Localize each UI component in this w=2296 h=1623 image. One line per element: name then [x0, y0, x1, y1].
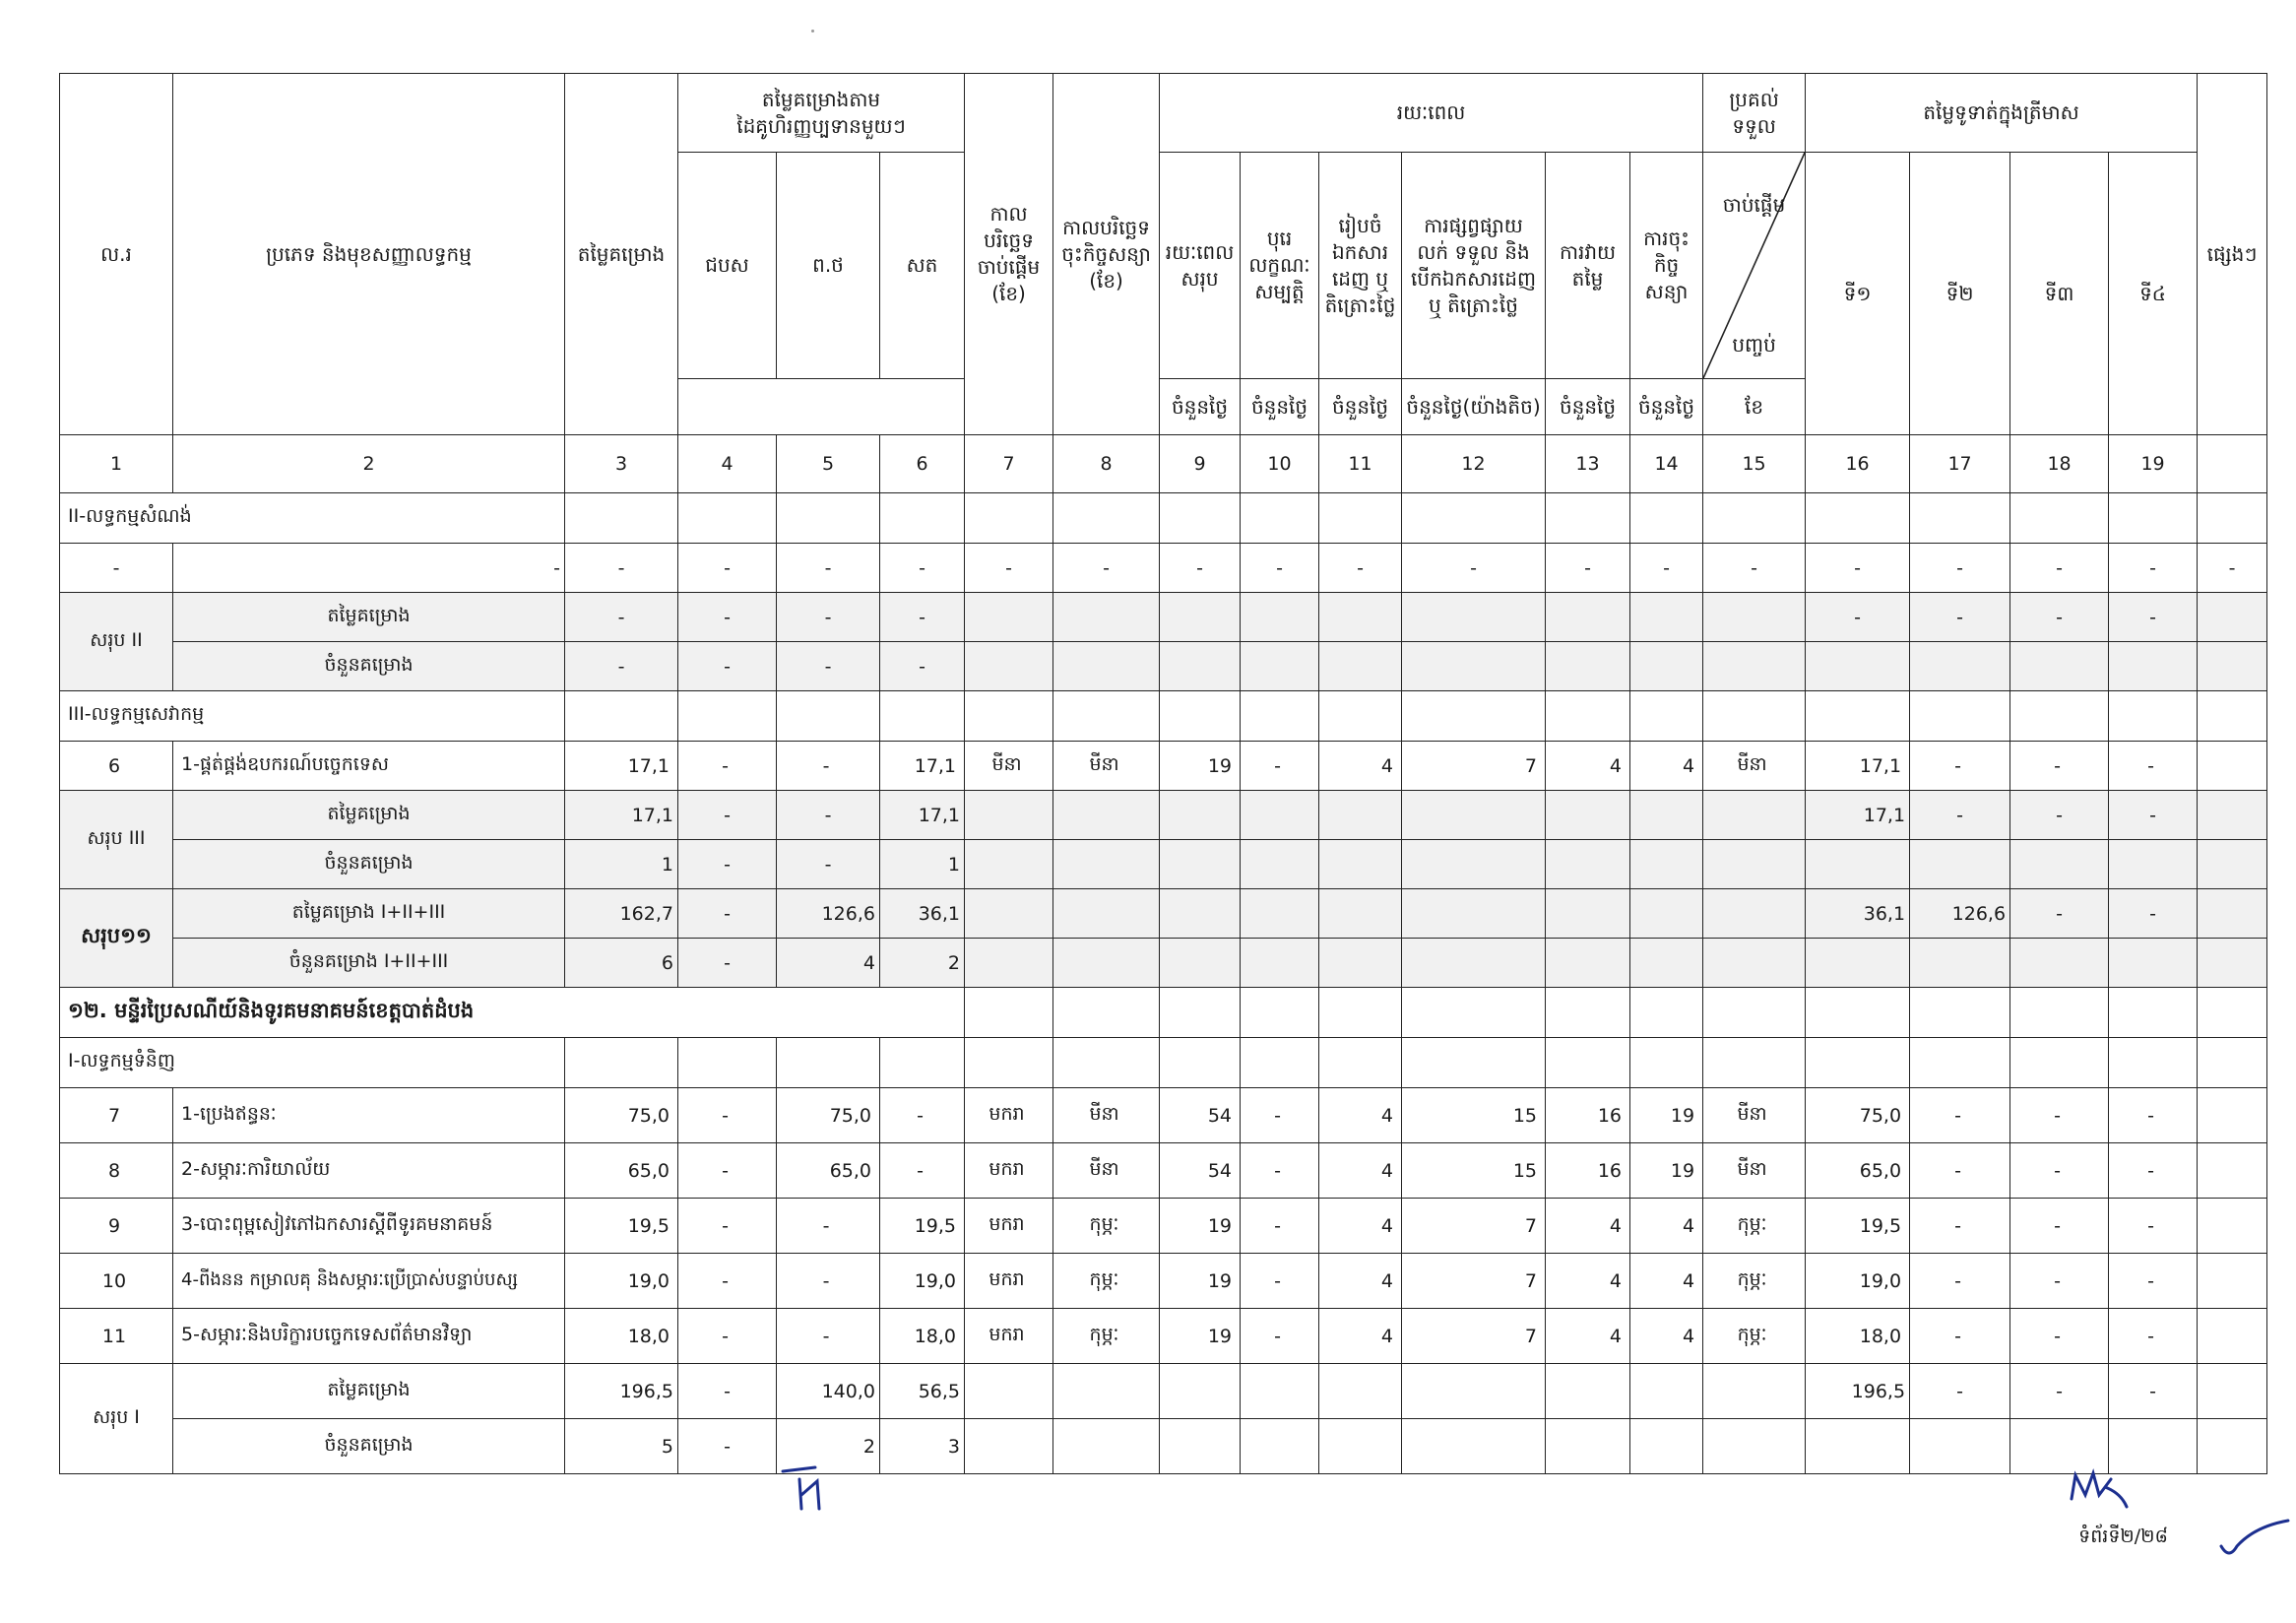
procurement-plan-table — [59, 73, 2267, 1474]
cell: មករា — [965, 1254, 1053, 1309]
cell: - — [2109, 791, 2198, 840]
row-name: 5-សម្ភារៈនិងបរិក្ខារបច្ចេកទេសព័ត៌មានវិទ្យា — [173, 1309, 565, 1364]
cell: 19 — [1160, 1254, 1241, 1309]
cell: - — [678, 840, 777, 889]
quarter-4-header: ទី៤ — [2109, 153, 2198, 435]
col-num: 7 — [965, 435, 1053, 493]
cell: - — [965, 544, 1053, 593]
cell: មករា — [965, 1088, 1053, 1143]
row-name: 1-ផ្គត់ផ្គង់ឧបករណ៍បច្ចេកទេស — [173, 742, 565, 791]
funding-group-header: តម្លៃគម្រោងតាម ដៃគូហិរញ្ញប្បទានមួយៗ — [678, 74, 965, 153]
row-no: 6 — [60, 742, 173, 791]
total-count-all-label: ចំនួនគម្រោង I+II+III — [173, 939, 565, 988]
cell: - — [1806, 544, 1910, 593]
cell: 2 — [777, 1419, 880, 1474]
cell: - — [880, 544, 965, 593]
cell: 16 — [1546, 1088, 1630, 1143]
cell: - — [565, 593, 678, 642]
cell: 19 — [1160, 1199, 1241, 1254]
total-est-label: តម្លៃគម្រោង — [173, 593, 565, 642]
delivery-end-label: បញ្ចប់ — [1732, 333, 1776, 357]
cell: 2 — [880, 939, 965, 988]
cell: 4 — [1319, 1254, 1402, 1309]
cell: - — [2010, 1143, 2109, 1199]
cell: - — [777, 642, 880, 691]
delivery-header: ប្រគល់ ទទួល — [1703, 74, 1806, 153]
col-num: 8 — [1053, 435, 1160, 493]
column-number-row — [60, 435, 2267, 493]
cell: - — [678, 939, 777, 988]
cell: - — [1546, 544, 1630, 593]
cell: 1 — [880, 840, 965, 889]
cell: 196,5 — [565, 1364, 678, 1419]
cell: 4 — [1546, 1199, 1630, 1254]
cell: 18,0 — [1806, 1309, 1910, 1364]
cell: - — [2010, 742, 2109, 791]
cell: កុម្ភៈ — [1053, 1254, 1160, 1309]
cell: 19 — [1630, 1088, 1703, 1143]
total-all-count-row — [60, 939, 2267, 988]
cell: មករា — [965, 1309, 1053, 1364]
cell: - — [2109, 593, 2198, 642]
cell: - — [880, 1088, 965, 1143]
total-2-est-row — [60, 593, 2267, 642]
unit-days-3: ចំនួនថ្ងៃ — [1319, 379, 1402, 435]
cell: - — [678, 1309, 777, 1364]
cell: - — [1241, 1088, 1319, 1143]
unit-days-2: ចំនួនថ្ងៃ — [1241, 379, 1319, 435]
cell: កុម្ភៈ — [1053, 1199, 1160, 1254]
cell: មករា — [965, 1143, 1053, 1199]
total-2-count-row — [60, 642, 2267, 691]
cell: 19,0 — [880, 1254, 965, 1309]
cell: - — [678, 1143, 777, 1199]
cell: 17,1 — [1806, 742, 1910, 791]
col-num: 18 — [2010, 435, 2109, 493]
section-title: II-លទ្ធកម្មសំណង់ — [60, 493, 565, 544]
total-count-label: ចំនួនគម្រោង — [173, 1419, 565, 1474]
cell: 17,1 — [880, 742, 965, 791]
total-est-label: តម្លៃគម្រោង — [173, 791, 565, 840]
cell: 36,1 — [1806, 889, 1910, 939]
cell: 19,5 — [880, 1199, 965, 1254]
cell: - — [678, 1199, 777, 1254]
total-all-label: សរុប១១ — [60, 889, 173, 988]
section-title: III-លទ្ធកម្មសេវាកម្ម — [60, 691, 565, 742]
col-num: 14 — [1630, 435, 1703, 493]
quarter-group-header: តម្លៃទូទាត់ក្នុងត្រីមាស — [1806, 74, 2198, 153]
total-est-all-label: តម្លៃគម្រោង I+II+III — [173, 889, 565, 939]
cell: 18,0 — [565, 1309, 678, 1364]
cell: - — [1160, 544, 1241, 593]
cell: មីនា — [1703, 742, 1806, 791]
initial-mark-right — [2066, 1465, 2144, 1515]
cell: - — [2010, 889, 2109, 939]
cell: - — [2010, 544, 2109, 593]
cell: 75,0 — [565, 1088, 678, 1143]
col-est-header: តម្លៃគម្រោង — [565, 74, 678, 435]
cell: 3 — [880, 1419, 965, 1474]
cell: 4 — [1546, 1309, 1630, 1364]
cell: 19,5 — [1806, 1199, 1910, 1254]
col-num: 6 — [880, 435, 965, 493]
row-name: 1-ប្រេងឥន្ធនៈ — [173, 1088, 565, 1143]
cell: - — [1402, 544, 1546, 593]
duration-col-6: ការចុះ កិច្ចសន្យា — [1630, 153, 1703, 379]
cell: មីនា — [1053, 1143, 1160, 1199]
cell: 7 — [1402, 1309, 1546, 1364]
cell: 36,1 — [880, 889, 965, 939]
start-time-header: កាល បរិច្ឆេទ ចាប់ផ្តើម (ខែ) — [965, 74, 1053, 435]
col-num: 10 — [1241, 435, 1319, 493]
cell: - — [678, 742, 777, 791]
cell: - — [777, 1254, 880, 1309]
cell: - — [1910, 1309, 2010, 1364]
cell: - — [678, 1419, 777, 1474]
total-1-est-row — [60, 1364, 2267, 1419]
cell: - — [2010, 593, 2109, 642]
cell: - — [2109, 742, 2198, 791]
total-all-est-row — [60, 889, 2267, 939]
col-num: 13 — [1546, 435, 1630, 493]
cell: - — [2109, 1364, 2198, 1419]
cell: - — [1241, 1309, 1319, 1364]
cell: 17,1 — [880, 791, 965, 840]
cell: - — [1910, 1143, 2010, 1199]
cell: - — [1241, 1199, 1319, 1254]
cell: - — [678, 889, 777, 939]
row-no: 11 — [60, 1309, 173, 1364]
cell: 54 — [1160, 1088, 1241, 1143]
cell: - — [2109, 1199, 2198, 1254]
row-no: 7 — [60, 1088, 173, 1143]
row-name: 4-ពីងនន កម្រាលគុ និងសម្ភារៈប្រើប្រាស់បន្ទាប់បស្ស — [173, 1254, 565, 1309]
cell: 65,0 — [565, 1143, 678, 1199]
cell: 19,0 — [565, 1254, 678, 1309]
delivery-start-end-header — [1703, 153, 1806, 379]
cell: - — [1910, 1088, 2010, 1143]
cell: - — [2109, 1088, 2198, 1143]
col-num: 3 — [565, 435, 678, 493]
col-num: 4 — [678, 435, 777, 493]
duration-col-1: រយៈពេល សរុប — [1160, 153, 1241, 379]
initial-mark-left — [778, 1465, 837, 1515]
cell: - — [2109, 544, 2198, 593]
col-num: 16 — [1806, 435, 1910, 493]
cell: 65,0 — [1806, 1143, 1910, 1199]
cell: 126,6 — [777, 889, 880, 939]
cell: 4 — [1630, 1199, 1703, 1254]
cell: - — [678, 791, 777, 840]
cell: កុម្ភៈ — [1703, 1254, 1806, 1309]
duration-col-3: រៀបចំ ឯកសារ ដេញ ឬ តិត្រោះថ្លៃ — [1319, 153, 1402, 379]
cell: 4 — [1319, 1088, 1402, 1143]
other-header: ផ្សេងៗ — [2198, 74, 2267, 435]
cell: - — [777, 791, 880, 840]
cell: 4 — [1546, 1254, 1630, 1309]
contract-time-header: កាលបរិច្ឆេទ ចុះកិច្ចសន្យា (ខែ) — [1053, 74, 1160, 435]
cell: - — [2109, 1254, 2198, 1309]
dash-row — [60, 544, 2267, 593]
cell: 19 — [1160, 742, 1241, 791]
cell: - — [1910, 544, 2010, 593]
section-construction-row — [60, 493, 2267, 544]
col-num: 2 — [173, 435, 565, 493]
fund-col-2: ព.ថ — [777, 153, 880, 379]
cell: 19,0 — [1806, 1254, 1910, 1309]
row-no: 9 — [60, 1199, 173, 1254]
cell: 19 — [1630, 1143, 1703, 1199]
cell: មីនា — [1703, 1143, 1806, 1199]
cell: 4 — [1630, 742, 1703, 791]
unit-days-1: ចំនួនថ្ងៃ — [1160, 379, 1241, 435]
cell: 15 — [1402, 1088, 1546, 1143]
cell: - — [2010, 1309, 2109, 1364]
table-row — [60, 1199, 2267, 1254]
cell: 4 — [1630, 1254, 1703, 1309]
cell: - — [1910, 1254, 2010, 1309]
total-est-label: តម្លៃគម្រោង — [173, 1364, 565, 1419]
cell: 7 — [1402, 742, 1546, 791]
cell: 75,0 — [1806, 1088, 1910, 1143]
cell: 4 — [1546, 742, 1630, 791]
unit-month: ខែ — [1703, 379, 1806, 435]
col-type-header: ប្រភេទ និងមុខសញ្ញាលទ្ធកម្ម — [173, 74, 565, 435]
total-3-label: សរុប III — [60, 791, 173, 889]
cell: - — [2010, 1254, 2109, 1309]
cell: កុម្ភៈ — [1053, 1309, 1160, 1364]
col-num: 9 — [1160, 435, 1241, 493]
col-num-blank — [2198, 435, 2267, 493]
col-num: 12 — [1402, 435, 1546, 493]
cell: មីនា — [965, 742, 1053, 791]
cell: - — [777, 593, 880, 642]
total-3-count-row — [60, 840, 2267, 889]
department-title-row — [60, 988, 2267, 1038]
cell: 4 — [1319, 742, 1402, 791]
cell: 65,0 — [777, 1143, 880, 1199]
quarter-3-header: ទី៣ — [2010, 153, 2109, 435]
unit-days-min: ចំនួនថ្ងៃ(យ៉ាងតិច) — [1402, 379, 1546, 435]
cell: មីនា — [1053, 742, 1160, 791]
cell: - — [1241, 544, 1319, 593]
cell: - — [1241, 742, 1319, 791]
unit-days-5: ចំនួនថ្ងៃ — [1630, 379, 1703, 435]
cell: - — [1910, 791, 2010, 840]
cell: - — [2010, 1364, 2109, 1419]
fund-col-3: សត — [880, 153, 965, 379]
cell: 4 — [777, 939, 880, 988]
cell: - — [2010, 791, 2109, 840]
table-row — [60, 1254, 2267, 1309]
total-1-label: សរុប I — [60, 1364, 173, 1474]
cell: - — [2109, 889, 2198, 939]
cell: - — [2109, 1143, 2198, 1199]
cell: - — [880, 642, 965, 691]
cell: 56,5 — [880, 1364, 965, 1419]
col-num: 5 — [777, 435, 880, 493]
cell: - — [1910, 593, 2010, 642]
cell: 16 — [1546, 1143, 1630, 1199]
cell: 4 — [1319, 1309, 1402, 1364]
cell: មករា — [965, 1199, 1053, 1254]
cell: - — [777, 840, 880, 889]
col-num: 19 — [2109, 435, 2198, 493]
cell: 7 — [1402, 1254, 1546, 1309]
cell: - — [678, 544, 777, 593]
cell: - — [2010, 1088, 2109, 1143]
section-goods-row — [60, 1038, 2267, 1088]
cell: - — [777, 742, 880, 791]
duration-col-2: បុរេ លក្ខណៈ សម្បត្តិ — [1241, 153, 1319, 379]
row-name: 2-សម្ភារៈការិយាល័យ — [173, 1143, 565, 1199]
cell: - — [2109, 1309, 2198, 1364]
cell: - — [678, 593, 777, 642]
cell: កុម្ភៈ — [1703, 1309, 1806, 1364]
total-count-label: ចំនួនគម្រោង — [173, 840, 565, 889]
col-num: 17 — [1910, 435, 2010, 493]
delivery-start-label: ចាប់ផ្តើម — [1722, 193, 1786, 217]
duration-col-5: ការវាយ តម្លៃ — [1546, 153, 1630, 379]
cell: មីនា — [1703, 1088, 1806, 1143]
quarter-1-header: ទី១ — [1806, 153, 1910, 435]
unit-days-4: ចំនួនថ្ងៃ — [1546, 379, 1630, 435]
col-no-header: ល.រ — [60, 74, 173, 435]
cell: - — [1241, 1143, 1319, 1199]
cell: 1 — [565, 840, 678, 889]
cell: - — [1241, 1254, 1319, 1309]
cell: - — [2010, 1199, 2109, 1254]
row-no: 10 — [60, 1254, 173, 1309]
row-name: - — [173, 544, 565, 593]
scan-dot — [811, 30, 814, 32]
cell: 15 — [1402, 1143, 1546, 1199]
cell: 75,0 — [777, 1088, 880, 1143]
cell: កុម្ភៈ — [1703, 1199, 1806, 1254]
cell: 19,5 — [565, 1199, 678, 1254]
row-name: 3-បោះពុម្ពសៀវភៅឯកសារស្តីពីទូរគមនាគមន៍ — [173, 1199, 565, 1254]
table-row — [60, 1088, 2267, 1143]
cell: 17,1 — [565, 742, 678, 791]
page-number: ទំព័រទី២/២៨ — [2078, 1526, 2168, 1547]
total-1-count-row — [60, 1419, 2267, 1474]
cell: - — [880, 593, 965, 642]
cell: - — [2198, 544, 2267, 593]
funding-units-blank — [678, 379, 965, 435]
cell: 126,6 — [1910, 889, 2010, 939]
cell: - — [880, 1143, 965, 1199]
cell: - — [565, 544, 678, 593]
total-2-label: សរុប II — [60, 593, 173, 691]
cell: 19 — [1160, 1309, 1241, 1364]
cell: - — [678, 1364, 777, 1419]
cell: 6 — [565, 939, 678, 988]
cell: 196,5 — [1806, 1364, 1910, 1419]
cell: - — [1910, 1364, 2010, 1419]
col-num: 1 — [60, 435, 173, 493]
table-row — [60, 1143, 2267, 1199]
cell: 17,1 — [1806, 791, 1910, 840]
cell: មីនា — [1053, 1088, 1160, 1143]
cell: - — [565, 642, 678, 691]
cell: 4 — [1630, 1309, 1703, 1364]
cell: 140,0 — [777, 1364, 880, 1419]
cell: - — [1053, 544, 1160, 593]
table-row — [60, 742, 2267, 791]
cell: - — [1910, 1199, 2010, 1254]
procurement-plan-table-container — [59, 73, 2258, 1461]
cell: - — [1319, 544, 1402, 593]
table-row — [60, 1309, 2267, 1364]
col-num: 11 — [1319, 435, 1402, 493]
cell: - — [777, 544, 880, 593]
col-num: 15 — [1703, 435, 1806, 493]
cell: - — [1806, 593, 1910, 642]
row-no: 8 — [60, 1143, 173, 1199]
fund-col-1: ជបស — [678, 153, 777, 379]
cell: 4 — [1319, 1199, 1402, 1254]
quarter-2-header: ទី២ — [1910, 153, 2010, 435]
cell: - — [1630, 544, 1703, 593]
cell: - — [678, 1088, 777, 1143]
department-title: ១២. មន្ទីរប្រៃសណីយ៍និងទូរគមនាគមន៍ខេត្តបាត់ដំបង — [60, 988, 965, 1038]
section-title: I-លទ្ធកម្មទំនិញ — [60, 1038, 565, 1088]
total-3-est-row — [60, 791, 2267, 840]
cell: 5 — [565, 1419, 678, 1474]
duration-col-4: ការផ្សព្វផ្សាយ លក់ ទទួល និង បើកឯកសារដេញ ឬ តិត្រោះថ្លៃ — [1402, 153, 1546, 379]
section-services-row — [60, 691, 2267, 742]
cell: - — [777, 1199, 880, 1254]
check-mark — [2215, 1517, 2294, 1566]
cell: - — [678, 642, 777, 691]
cell: - — [1703, 544, 1806, 593]
row-no: - — [60, 544, 173, 593]
cell: 54 — [1160, 1143, 1241, 1199]
duration-group-header: រយៈពេល — [1160, 74, 1703, 153]
cell: 17,1 — [565, 791, 678, 840]
total-count-label: ចំនួនគម្រោង — [173, 642, 565, 691]
cell: - — [1910, 742, 2010, 791]
cell: - — [678, 1254, 777, 1309]
cell: 18,0 — [880, 1309, 965, 1364]
cell: 162,7 — [565, 889, 678, 939]
cell: 4 — [1319, 1143, 1402, 1199]
cell: - — [777, 1309, 880, 1364]
cell: 7 — [1402, 1199, 1546, 1254]
